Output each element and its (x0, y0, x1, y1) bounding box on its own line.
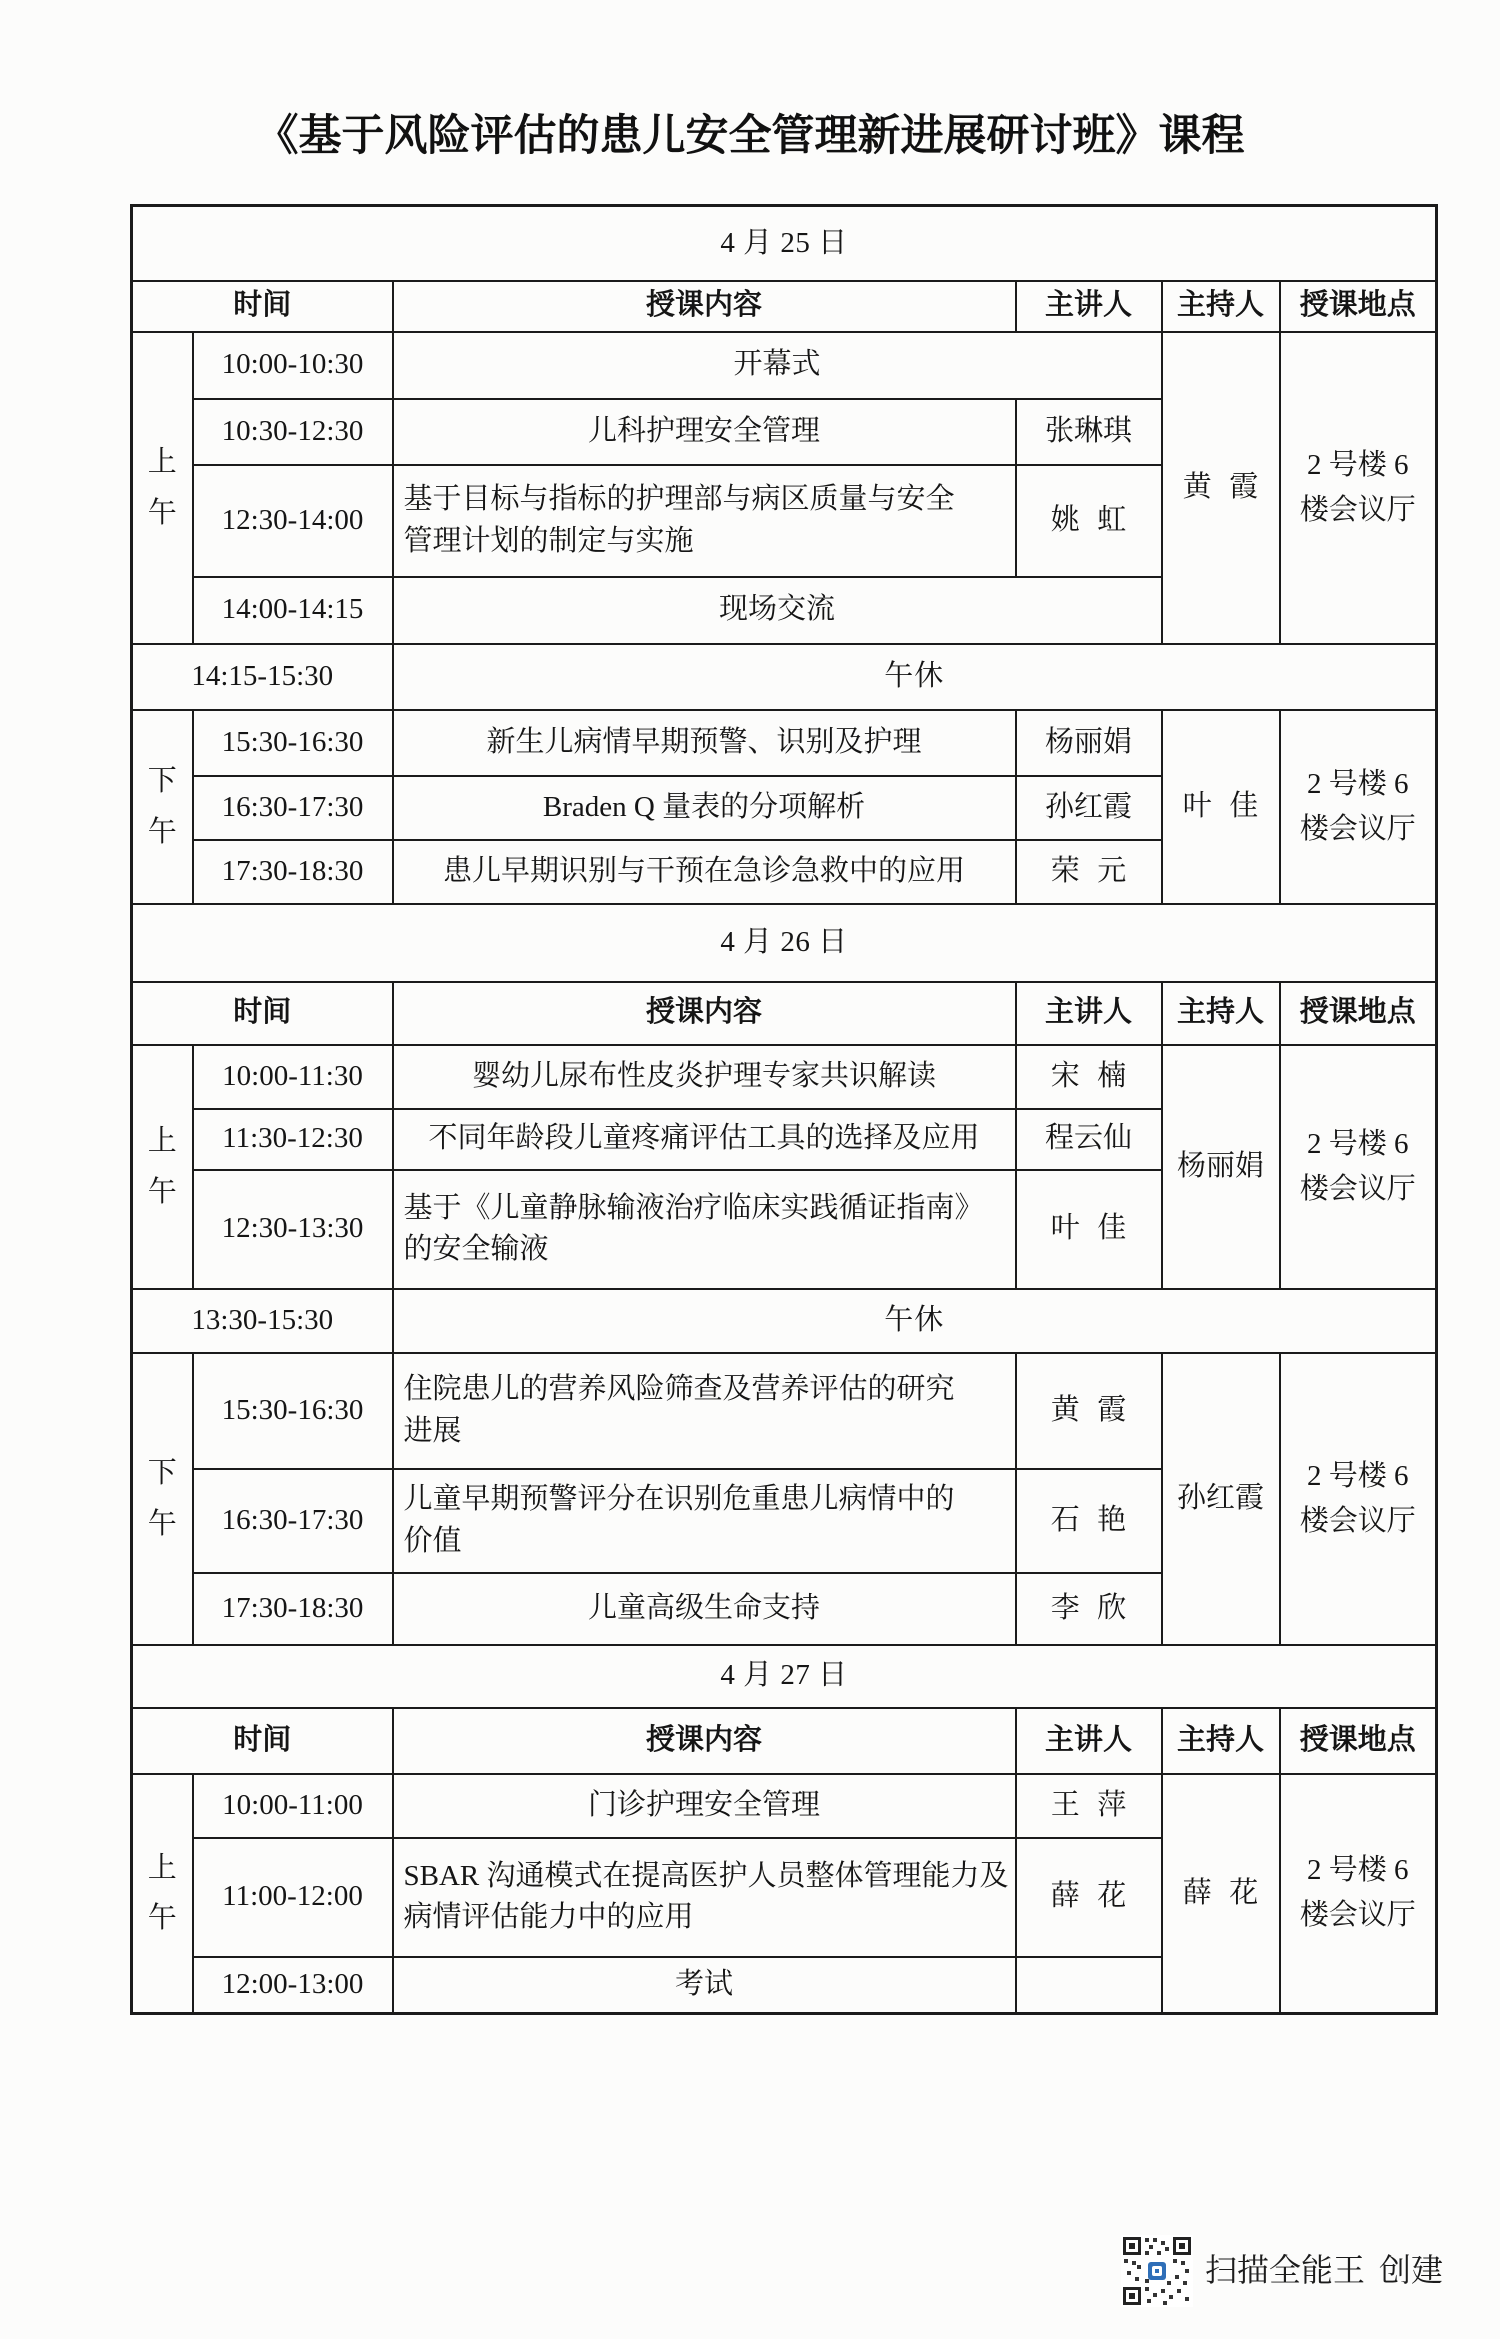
period-label: 下午 (132, 1353, 193, 1645)
header-speaker: 主讲人 (1016, 1708, 1162, 1774)
period-label: 上午 (132, 1045, 193, 1289)
session-topic-cell (393, 1170, 1016, 1289)
schedule-table (130, 204, 1438, 2015)
session-topic: SBAR 沟通模式在提高医护人员整体管理能力及病情评估能力中的应用 (403, 1859, 1009, 1933)
session-topic: 儿童高级生命支持 (393, 1573, 1016, 1645)
header-speaker: 主讲人 (1016, 281, 1162, 332)
session-time: 17:30-18:30 (193, 1573, 393, 1645)
session-topic: 基于《儿童静脉输液治疗临床实践循证指南》的安全输液 (403, 1191, 984, 1265)
break-time: 13:30-15:30 (132, 1289, 393, 1353)
session-time: 12:00-13:00 (193, 1957, 393, 2014)
session-row (132, 710, 1437, 776)
session-topic: 儿科护理安全管理 (393, 399, 1016, 465)
header-time: 时间 (132, 982, 393, 1045)
session-topic: 不同年龄段儿童疼痛评估工具的选择及应用 (393, 1109, 1016, 1170)
host-cell: 杨丽娟 (1162, 1045, 1280, 1289)
session-speaker: 黄 霞 (1016, 1353, 1162, 1469)
location-cell: 2 号楼 6 楼会议厅 (1280, 1045, 1437, 1289)
host-cell: 薛 花 (1162, 1774, 1280, 2014)
host-cell: 黄 霞 (1162, 332, 1280, 644)
session-row (132, 1353, 1437, 1469)
location-cell: 2 号楼 6 楼会议厅 (1280, 710, 1437, 904)
location-cell: 2 号楼 6 楼会议厅 (1280, 1774, 1437, 2014)
session-row (132, 1774, 1437, 1838)
session-time: 16:30-17:30 (193, 1469, 393, 1573)
date-row (132, 904, 1437, 982)
location-cell: 2 号楼 6 楼会议厅 (1280, 1353, 1437, 1645)
period-label: 上午 (132, 1774, 193, 2014)
host-cell: 叶 佳 (1162, 710, 1280, 904)
session-speaker: 薛 花 (1016, 1838, 1162, 1957)
session-speaker: 姚 虹 (1016, 465, 1162, 577)
session-topic: 新生儿病情早期预警、识别及护理 (393, 710, 1016, 776)
session-speaker: 张琳琪 (1016, 399, 1162, 465)
break-label: 午休 (393, 644, 1437, 710)
session-time: 10:00-11:00 (193, 1774, 393, 1838)
session-time: 11:30-12:30 (193, 1109, 393, 1170)
session-topic: 住院患儿的营养风险筛查及营养评估的研究进展 (403, 1373, 955, 1447)
session-speaker: 杨丽娟 (1016, 710, 1162, 776)
header-row (132, 1708, 1437, 1774)
header-location: 授课地点 (1280, 281, 1437, 332)
header-location: 授课地点 (1280, 982, 1437, 1045)
session-time: 12:30-13:30 (193, 1170, 393, 1289)
header-host: 主持人 (1162, 982, 1280, 1045)
page-title: 《基于风险评估的患儿安全管理新进展研讨班》课程 (255, 113, 1245, 160)
break-row (132, 1289, 1437, 1353)
session-speaker: 荣 元 (1016, 840, 1162, 904)
session-speaker: 程云仙 (1016, 1109, 1162, 1170)
session-topic: 开幕式 (393, 332, 1162, 399)
header-location: 授课地点 (1280, 1708, 1437, 1774)
session-topic: 婴幼儿尿布性皮炎护理专家共识解读 (393, 1045, 1016, 1109)
date-cell: 4 月 26 日 (132, 904, 1437, 982)
period-label: 上午 (132, 332, 193, 644)
session-row (132, 1045, 1437, 1109)
header-speaker: 主讲人 (1016, 982, 1162, 1045)
scanner-created-label: 创建 (1379, 2252, 1444, 2288)
session-topic-cell (393, 1469, 1016, 1573)
date-row (132, 206, 1437, 281)
date-row (132, 1645, 1437, 1708)
session-row (132, 332, 1437, 399)
session-time: 12:30-14:00 (193, 465, 393, 577)
session-speaker: 孙红霞 (1016, 776, 1162, 840)
session-speaker: 李 欣 (1016, 1573, 1162, 1645)
header-content: 授课内容 (393, 982, 1016, 1045)
header-host: 主持人 (1162, 1708, 1280, 1774)
session-topic: Braden Q 量表的分项解析 (393, 776, 1016, 840)
session-time: 16:30-17:30 (193, 776, 393, 840)
session-speaker: 王 萍 (1016, 1774, 1162, 1838)
session-topic: 患儿早期识别与干预在急诊急救中的应用 (393, 840, 1016, 904)
period-label: 下午 (132, 710, 193, 904)
scanner-brand: 扫描全能王 (1205, 2252, 1366, 2288)
session-time: 14:00-14:15 (193, 577, 393, 644)
session-time: 15:30-16:30 (193, 1353, 393, 1469)
header-time: 时间 (132, 1708, 393, 1774)
session-speaker: 宋 楠 (1016, 1045, 1162, 1109)
session-topic: 基于目标与指标的护理部与病区质量与安全管理计划的制定与实施 (403, 483, 955, 557)
session-time: 10:00-11:30 (193, 1045, 393, 1109)
header-row (132, 982, 1437, 1045)
session-speaker (1016, 1957, 1162, 2014)
session-topic-cell (393, 1353, 1016, 1469)
qr-code-icon (1121, 2235, 1193, 2307)
session-topic-cell (393, 465, 1016, 577)
session-speaker: 石 艳 (1016, 1469, 1162, 1573)
session-topic: 门诊护理安全管理 (393, 1774, 1016, 1838)
header-host: 主持人 (1162, 281, 1280, 332)
session-topic: 考试 (393, 1957, 1016, 2014)
session-time: 11:00-12:00 (193, 1838, 393, 1957)
header-content: 授课内容 (393, 1708, 1016, 1774)
session-topic: 现场交流 (393, 577, 1162, 644)
session-topic: 儿童早期预警评分在识别危重患儿病情中的价值 (403, 1483, 955, 1557)
break-time: 14:15-15:30 (132, 644, 393, 710)
session-speaker: 叶 佳 (1016, 1170, 1162, 1289)
header-time: 时间 (132, 281, 393, 332)
break-label: 午休 (393, 1289, 1437, 1353)
date-cell: 4 月 25 日 (132, 206, 1437, 281)
session-time: 10:30-12:30 (193, 399, 393, 465)
host-cell: 孙红霞 (1162, 1353, 1280, 1645)
scanner-watermark (1205, 2248, 1443, 2292)
location-cell: 2 号楼 6 楼会议厅 (1280, 332, 1437, 644)
date-cell: 4 月 27 日 (132, 1645, 1437, 1708)
session-time: 10:00-10:30 (193, 332, 393, 399)
header-content: 授课内容 (393, 281, 1016, 332)
header-row (132, 281, 1437, 332)
session-time: 17:30-18:30 (193, 840, 393, 904)
break-row (132, 644, 1437, 710)
session-time: 15:30-16:30 (193, 710, 393, 776)
session-topic-cell (393, 1838, 1016, 1957)
